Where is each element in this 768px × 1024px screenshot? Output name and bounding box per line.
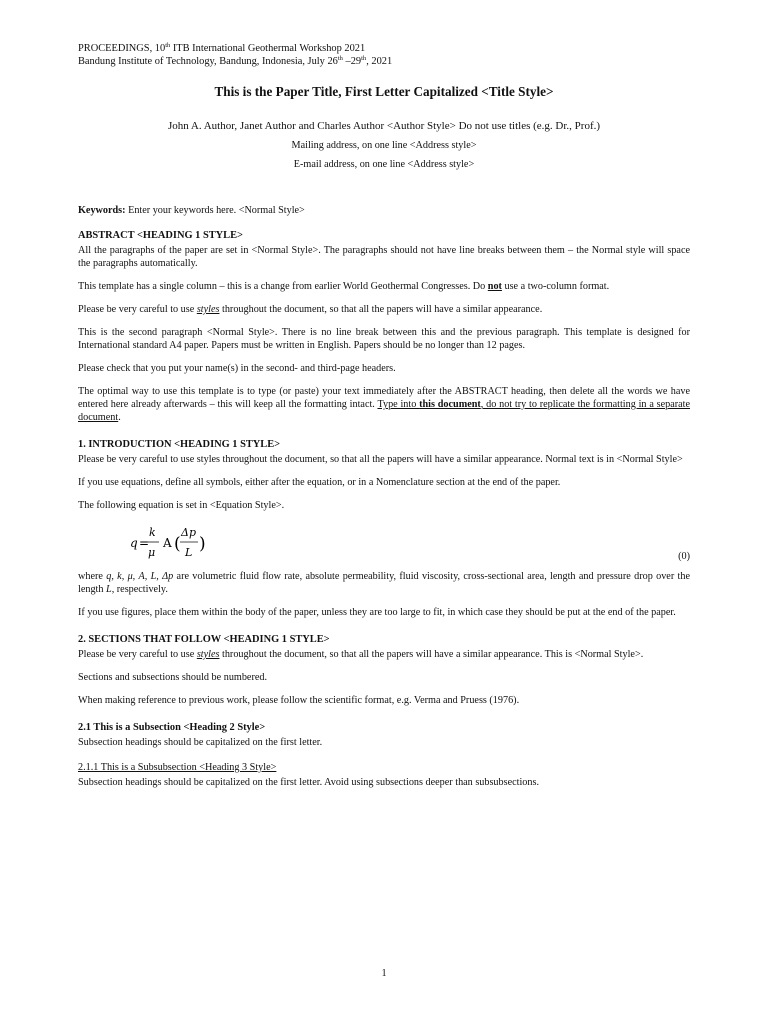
abstract-paragraph-3: Please be very careful to use styles throughout the document, so that all the papers will have a similar appearance. bbox=[78, 304, 543, 315]
eq-k: k bbox=[149, 526, 156, 539]
abstract-paragraph-2: This template has a single column – this is a change from earlier World Geothermal Congresses. Do not use a two-column format. bbox=[78, 281, 610, 292]
eq-L: L bbox=[185, 546, 193, 559]
eq-right-paren: ) bbox=[199, 534, 206, 554]
sections-paragraph-1: Please be very careful to use styles throughout the document, so that all the papers will have a similar appearance. This is <Normal Style>. bbox=[78, 649, 644, 660]
eq-mu: μ bbox=[148, 546, 156, 559]
subsubsection-paragraph: Subsection headings should be capitalized on the first letter. Avoid using subsections deeper than subsubsections. bbox=[78, 777, 539, 788]
abstract-paragraph-4: This is the second paragraph <Normal Style>. There is no line break between this and the previous paragraph. This template is designed for International standard A4 paper. Papers must be written in English. Papers should be no longer than 12 pages. bbox=[78, 327, 690, 351]
abstract-paragraph-1: All the paragraphs of the paper are set in <Normal Style>. The paragraphs should not have line breaks between them – the Normal style will space the paragraphs automatically. bbox=[78, 245, 690, 269]
abstract-paragraph-6: The optimal way to use this template is to type (or paste) your text immediately after the ABSTRACT heading, then delete all the words we have entered here already afterwards – this will keep all the formatting intact. Type into this document, do not try to replicate the formatting in a separate document. bbox=[78, 386, 690, 423]
intro-paragraph-4: If you use figures, place them within the body of the paper, unless they are too large to fit, in which case they should be put at the end of the paper. bbox=[78, 607, 676, 618]
intro-paragraph-3: The following equation is set in <Equation Style>. bbox=[78, 500, 285, 511]
eq-q: q bbox=[130, 536, 138, 550]
paper-title: This is the Paper Title, First Letter Capitalized <Title Style> bbox=[214, 84, 554, 99]
intro-paragraph-1: Please be very careful to use styles throughout the document, so that all the papers will have a similar appearance. Normal text is in <Normal Style> bbox=[78, 454, 683, 465]
sections-heading: 2. SECTIONS THAT FOLLOW <HEADING 1 STYLE> bbox=[78, 634, 330, 645]
email-address: E-mail address, on one line <Address style> bbox=[293, 159, 475, 170]
equation-number: (0) bbox=[678, 551, 690, 562]
introduction-heading: 1. INTRODUCTION <HEADING 1 STYLE> bbox=[78, 439, 281, 450]
eq-left-paren: ( bbox=[174, 534, 181, 554]
subsubsection-heading: 2.1.1 This is a Subsubsection <Heading 3 Style> bbox=[78, 762, 277, 773]
abstract-paragraph-5: Please check that you put your name(s) in the second- and third-page headers. bbox=[78, 363, 396, 374]
author-line: John A. Author, Janet Author and Charles Author <Author Style> Do not use titles (e.g. Dr., Prof.) bbox=[167, 120, 601, 132]
proceedings-header bbox=[78, 42, 392, 68]
flow-equation bbox=[130, 522, 240, 562]
abstract-heading: ABSTRACT <HEADING 1 STYLE> bbox=[78, 230, 243, 241]
header-line-1: PROCEEDINGS, 10th ITB International Geothermal Workshop 2021 bbox=[78, 42, 366, 54]
mailing-address: Mailing address, on one line <Address style> bbox=[291, 140, 477, 151]
eq-equals: = bbox=[139, 536, 150, 550]
eq-A: A bbox=[163, 536, 172, 550]
intro-paragraph-2: If you use equations, define all symbols, either after the equation, or in a Nomenclature section at the end of the paper. bbox=[78, 477, 561, 488]
equation-block bbox=[78, 522, 690, 562]
sections-paragraph-2: Sections and subsections should be numbered. bbox=[78, 672, 268, 683]
page-number: 1 bbox=[381, 968, 387, 979]
sections-paragraph-3: When making reference to previous work, please follow the scientific format, e.g. Verma and Pruess (1976). bbox=[78, 695, 520, 706]
keywords: Keywords: Enter your keywords here. <Normal Style> bbox=[78, 205, 305, 216]
subsection-heading: 2.1 This is a Subsection <Heading 2 Style> bbox=[78, 722, 266, 733]
eq-delta-p: Δp bbox=[181, 526, 196, 539]
equation-definition: where q, k, μ, A, L, Δp are volumetric fluid flow rate, absolute permeability, fluid viscosity, cross-sectional area, length and pressure drop over the length L, respectively. bbox=[78, 571, 690, 595]
paper-body bbox=[78, 204, 690, 799]
subsection-paragraph: Subsection headings should be capitalized on the first letter. bbox=[78, 737, 323, 748]
header-line-2: Bandung Institute of Technology, Bandung, Indonesia, July 26th –29th, 2021 bbox=[78, 55, 393, 67]
